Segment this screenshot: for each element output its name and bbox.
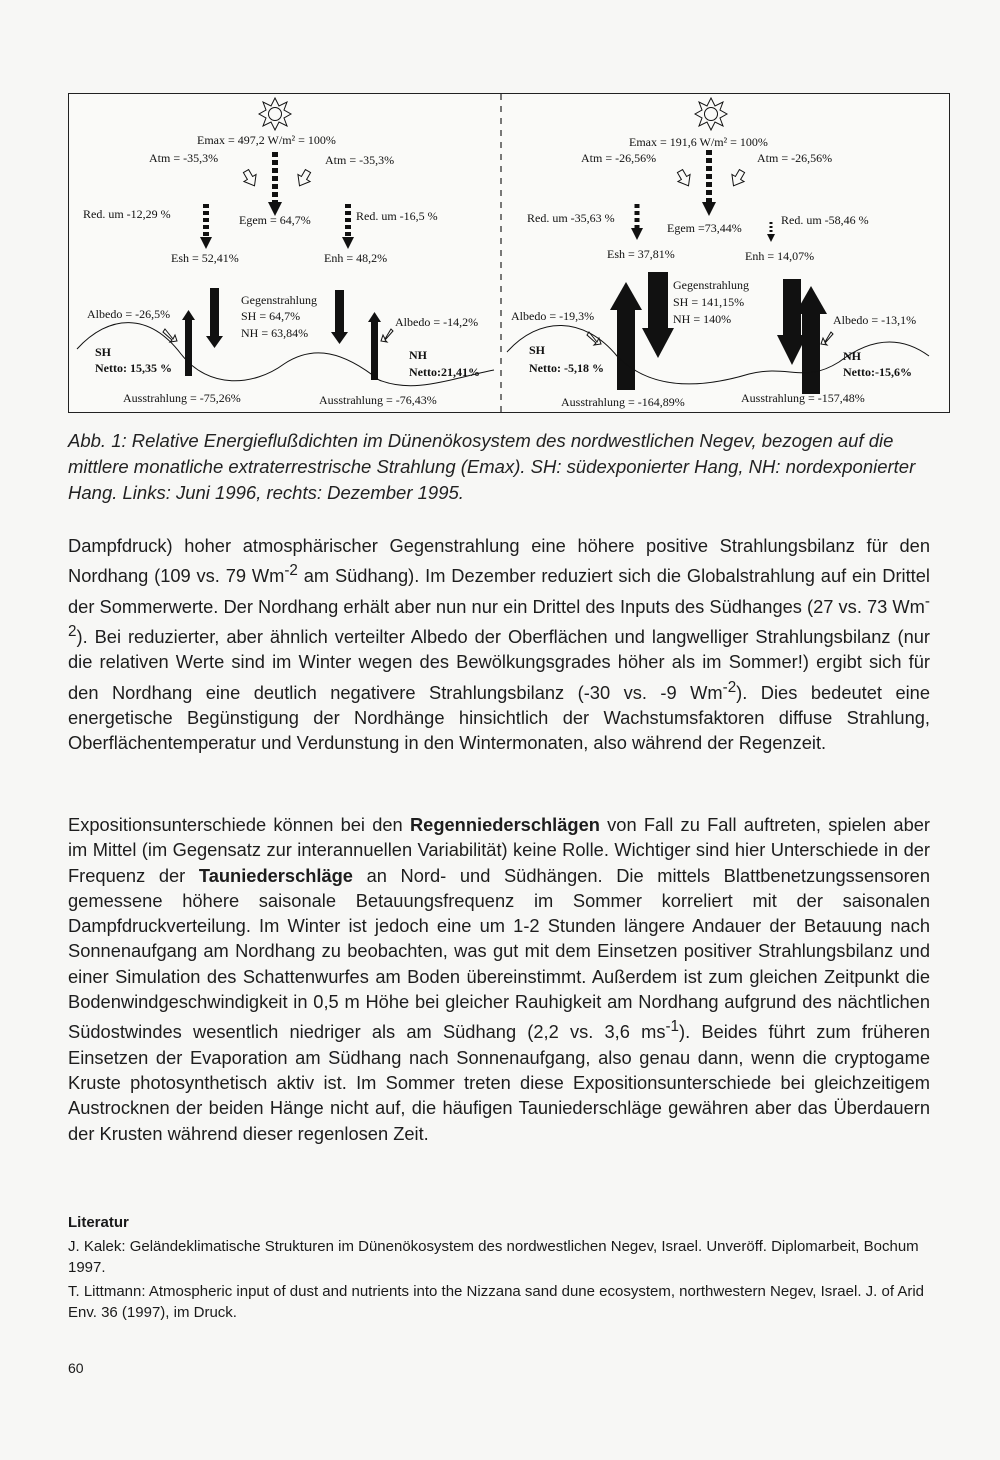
sh-label-right: SH <box>529 343 546 357</box>
aus-label-left-sh: Ausstrahlung = -75,26% <box>123 391 241 405</box>
red-label-left-nh: Red. um -16,5 % <box>356 209 438 223</box>
red-label-right-nh: Red. um -58,46 % <box>781 213 869 227</box>
reference-item: J. Kalek: Geländeklimatische Strukturen im Dünenökosystem des nordwestlichen Negev, Israel. Unveröff. Diplomarbeit, Bochum 1997. <box>68 1238 919 1276</box>
sh-label-left: SH <box>95 345 112 359</box>
esh-label-left: Esh = 52,41% <box>171 251 239 265</box>
body-paragraph-2: Expositionsunterschiede können bei den Regenniederschlägen von Fall zu Fall auftreten, spielen aber im Mittel (im Gegensatz zur interannuellen Variabilität) keine Rolle. Wichtiger sind hier Unterschiede in der Frequenz der Tauniederschläge an Nord- und Südhängen. Die mittels Blattbenetzungssensoren gemessene höhere saisonale Betauungsfrequenz im Sommer korreliert mit der saisonalen Dampfdruckverteilung. Im Winter ist jedoch eine um 1-2 Stunden längere Andauer der Betauung nach Sonnenaufgang am Nordhang zu beobachten, was gut mit dem Einsetzen positiver Strahlungsbilanz und einer Simulation des Schattenwurfes am Boden übereinstimmt. Außerdem ist zum gleichen Zeitpunkt die Bodenwindgeschwindigkeit in 0,5 m Höhe bei gleicher Rauhigkeit am Nordhang aufgrund des nächtlichen Südostwindes wesentlich niedriger als am Südhang (2,2 vs. 3,6 $ms^{-1}$). Beides führt zum früheren Einsetzen der Evaporation am Südhang nach Sonnenaufgang, also genau dann, wenn die cryptogame Kruste photosynthetisch aktiv ist. Im Sommer treten diese Expositionsunterschiede bei gleichzeitigem Austrocknen der beiden Hänge nicht auf, die häufigen Tauniederschläge gewähren aber das Überdauern der Krusten während dieser regenlosen Zeit. <box>68 814 931 1144</box>
body-paragraph-1: Dampfdruck) hoher atmosphärischer Gegenstrahlung eine höhere positive Strahlungsbilanz für den Nordhang (109 vs. 79 $Wm^{-2}$ am Südhang). Im Dezember reduziert sich die Globalstrahlung auf ein Drittel der Sommerwerte. Der Nordhang erhält aber nun nur ein Drittel des Inputs des Südhanges (27 vs. 73 $Wm^{-2}$). Bei reduzierter, aber ähnlich verteilter Albedo der Oberflächen und langwelliger Strahlungsbilanz (nur die relativen Werte sind im Winter wegen des Bewölkungsgrades höher als im Sommer!) ergibt sich für den Nordhang eine deutlich negativere Strahlungsbilanz (-30 vs. -9 $Wm^{-2}$). Dies bedeutet eine energetische Begünstigung der Nordhänge hinsichtlich der Wachstumsfaktoren diffuse Strahlung, Oberflächentemperatur und Verdunstung in den Wintermonaten, also während der Regenzeit. <box>68 535 931 754</box>
atm-arrow-left-sh <box>240 168 261 190</box>
gegen-sh-label-right: SH = 141,15% <box>673 295 745 309</box>
atm-label-left-nh: Atm = -35,3% <box>325 153 395 167</box>
albedo-arrow-left-sh <box>163 329 177 342</box>
egem-label-right: Egem =73,44% <box>667 221 742 235</box>
reference-item: T. Littmann: Atmospheric input of dust and nutrients into the Nizzana sand dune ecosystem, northwestern Negev, Israel. J. of Arid Env. 36 (1997), im Druck. <box>68 1283 925 1321</box>
atm-label-right-sh: Atm = -26,56% <box>581 151 657 165</box>
sun-icon-left <box>259 98 291 130</box>
albedo-label-left-sh: Albedo = -26,5% <box>87 307 171 321</box>
red-label-right-sh: Red. um -35,63 % <box>527 211 615 225</box>
aus-label-left-nh: Ausstrahlung = -76,43% <box>319 393 437 407</box>
aus-arrow-right-nh <box>802 314 820 394</box>
aus-arrow-right-sh <box>617 310 635 390</box>
aus-arrow-left-nh <box>371 322 378 380</box>
gegenstrahlung-label-right: Gegenstrahlung <box>673 278 749 292</box>
atm-arrow-right-nh <box>727 168 748 190</box>
netto-label-right-nh: Netto:-15,6% <box>843 365 912 379</box>
gegen-arrow-right-nh <box>783 279 801 335</box>
enh-label-left: Enh = 48,2% <box>324 251 388 265</box>
albedo-label-left-nh: Albedo = -14,2% <box>395 315 479 329</box>
literature-heading: Literatur <box>68 1214 129 1231</box>
red-label-left-sh: Red. um -12,29 % <box>83 207 171 221</box>
nh-label-left: NH <box>409 348 427 362</box>
netto-label-right-sh: Netto: -5,18 % <box>529 361 604 375</box>
emax-label-right: Emax = 191,6 W/m² = 100% <box>629 135 768 149</box>
aus-label-right-sh: Ausstrahlung = -164,89% <box>561 395 685 409</box>
gegen-arrow-left-nh <box>335 290 344 332</box>
reference-list <box>68 1236 936 1326</box>
enh-label-right: Enh = 14,07% <box>745 249 815 263</box>
egem-label-left: Egem = 64,7% <box>239 213 311 227</box>
page-number: 60 <box>68 1360 84 1376</box>
atm-label-right-nh: Atm = -26,56% <box>757 151 833 165</box>
gegen-nh-label-right: NH = 140% <box>673 312 732 326</box>
atm-label-left-sh: Atm = -35,3% <box>149 151 219 165</box>
albedo-label-right-nh: Albedo = -13,1% <box>833 313 917 327</box>
gegen-arrow-left-sh <box>210 288 219 336</box>
aus-label-right-nh: Ausstrahlung = -157,48% <box>741 391 865 405</box>
gegen-arrow-right-sh <box>648 272 668 328</box>
energy-flux-figure <box>68 93 950 413</box>
gegen-sh-label-left: SH = 64,7% <box>241 309 301 323</box>
albedo-arrow-right-nh <box>821 332 833 345</box>
atm-arrow-left-nh <box>293 168 314 190</box>
netto-label-left-sh: Netto: 15,35 % <box>95 361 172 375</box>
netto-label-left-nh: Netto:21,41% <box>409 365 480 379</box>
esh-label-right: Esh = 37,81% <box>607 247 675 261</box>
gegenstrahlung-label-left: Gegenstrahlung <box>241 293 317 307</box>
albedo-arrow-left-nh <box>381 329 393 342</box>
nh-label-right: NH <box>843 349 861 363</box>
aus-arrow-left-sh <box>185 320 192 376</box>
figure-caption: Abb. 1: Relative Energieflußdichten im Dünenökosystem des nordwestlichen Negev, bezogen auf die mittlere monatliche extraterrestrische Strahlung (Emax). SH: südexponierter Hang, NH: nordexponierter Hang. Links: Juni 1996, rechts: Dezember 1995. <box>68 430 916 503</box>
sun-icon-right <box>695 98 727 130</box>
emax-label-left: Emax = 497,2 W/m² = 100% <box>197 133 336 147</box>
gegen-nh-label-left: NH = 63,84% <box>241 326 309 340</box>
atm-arrow-right-sh <box>674 168 695 190</box>
albedo-label-right-sh: Albedo = -19,3% <box>511 309 595 323</box>
